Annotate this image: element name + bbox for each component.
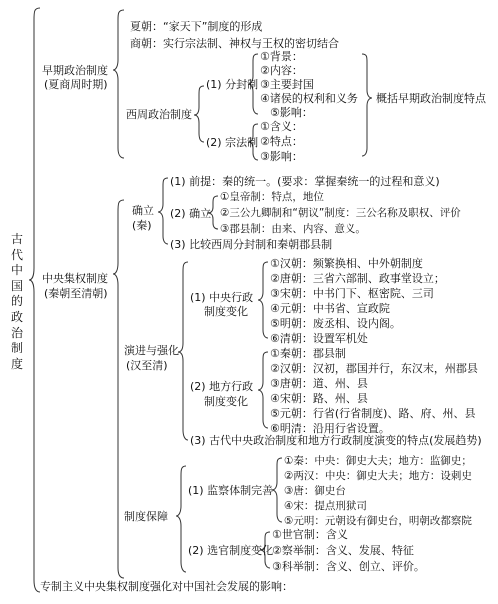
supervision-label: (1) 监察体制完善: [188, 484, 274, 497]
supervision-item: ①秦：中央：御史大夫；地方：监御史；: [284, 455, 472, 467]
trend-line: (3) 古代中央政治制度和地方行政制度演变的特点(发展趋势): [190, 434, 482, 447]
local-admin-item: ④宋朝：路、州、县: [270, 392, 368, 405]
guarantee-label: 制度保障: [124, 510, 168, 523]
central-admin-item: ④元朝：中书省、宣政院: [270, 302, 390, 315]
root-char: 治: [10, 325, 23, 340]
central-admin-sublabel: 制度变化: [204, 305, 248, 318]
qin-sublabel: (秦): [132, 219, 152, 232]
local-admin-item: ⑥明清：沿用行省设置。: [270, 422, 390, 435]
fenfeng-item: ②内容：: [260, 64, 303, 77]
supervision-item: ②两汉：中央：御史大夫；地方：设刺史: [284, 470, 472, 482]
qin-establish-label: (2) 确立: [170, 207, 212, 220]
evolution-sublabel: (汉至清): [126, 359, 168, 372]
central-admin-brace: [258, 262, 268, 338]
early-subtitle: (夏商周时期): [44, 78, 108, 91]
early-title: 早期政治制度: [42, 64, 108, 77]
central-admin-item: ①汉朝：频繁换相、中外朝制度: [270, 257, 423, 270]
summary-label: 概括早期政治制度特点: [376, 92, 486, 105]
western-zhou-label: 西周政治制度: [126, 108, 192, 121]
root-char: 中: [10, 263, 23, 278]
fenfeng-item: ①背景：: [260, 50, 303, 63]
evolution-brace: [178, 262, 188, 440]
central-admin-item: ②唐朝：三省六部制、政事堂设立；: [270, 272, 445, 285]
zongfa-item: ②特点：: [260, 135, 303, 148]
supervision-item: ⑤元明：元朝设有御史台，明朝改都察院: [284, 515, 472, 527]
selection-item: ①世官制：含义: [272, 528, 348, 541]
local-admin-item: ②汉朝：汉初，郡国并行，东汉末，州郡县: [270, 362, 478, 375]
zongfa-item: ①含义：: [260, 120, 303, 133]
root-char: 制: [10, 341, 23, 356]
qin-establish-item: ②三公九卿制和“朝议”制度：三公名称及职权、评价: [220, 207, 461, 219]
local-admin-brace: [258, 352, 268, 428]
root-char: 度: [10, 356, 23, 371]
supervision-brace: [272, 458, 282, 522]
qin-establish-item: ③郡县制：由来、内容、意义。: [220, 223, 366, 235]
selection-item: ②察举制：含义、发展、特征: [272, 544, 414, 557]
fenfeng-label: (1) 分封制: [206, 78, 259, 91]
central-title: 中央集权制度: [42, 272, 108, 285]
qin-compare: (3) 比较西周分封制和秦朝郡县制: [170, 238, 333, 251]
local-admin-item: ③唐朝：道、州、县: [270, 377, 368, 390]
local-admin-item: ⑤元朝：行省(行省制度)、路、府、州、县: [270, 407, 476, 420]
supervision-item: ④宋：提点刑狱司: [284, 500, 367, 512]
root-char: 代: [10, 247, 23, 262]
central-admin-item: ③宋朝：中书门下、枢密院、三司: [270, 287, 434, 300]
fenfeng-item: ④诸侯的权利和义务: [260, 92, 358, 105]
root-char: 政: [10, 309, 23, 324]
central-brace: [113, 200, 124, 578]
zongfa-item: ③影响：: [260, 150, 303, 163]
selection-item: ③科举制：含义、创立、评价。: [272, 560, 425, 573]
root-char: 的: [10, 294, 23, 309]
central-admin-item: ⑥清朝：设置军机处: [270, 332, 368, 345]
root-brace: [29, 8, 40, 592]
qin-establish-item: ①皇帝制：特点，地位: [220, 191, 324, 203]
root-char: 国: [10, 278, 23, 293]
fenfeng-item: ③主要封国: [260, 78, 314, 91]
central-admin-item: ⑤明朝：废丞相、设内阁。: [270, 317, 401, 330]
local-admin-item: ①秦朝：郡县制: [270, 347, 346, 360]
local-admin-sublabel: 制度变化: [204, 395, 248, 408]
summary-brace: [362, 54, 372, 156]
zongfa-label: (2) 宗法制: [206, 136, 259, 149]
central-subtitle: (秦朝至清朝): [44, 287, 108, 300]
qin-brace: [158, 178, 168, 244]
xia-line: 夏朝：“家天下”制度的形成: [130, 20, 263, 33]
supervision-item: ③唐：御史台: [284, 485, 346, 497]
fenfeng-item: ⑤影响：: [270, 106, 313, 119]
root-char: 古: [10, 232, 23, 246]
central-admin-label: (1) 中央行政: [190, 291, 254, 304]
evolution-label: 演进与强化: [124, 344, 179, 357]
western-zhou-brace: [194, 86, 204, 142]
early-brace: [113, 10, 124, 158]
selection-label: (2) 选官制度变化: [188, 544, 274, 557]
qin-premise: (1) 前提：秦的统一。(要求：掌握秦统一的过程和意义): [170, 175, 440, 188]
local-admin-label: (2) 地方行政: [190, 380, 254, 393]
shang-line: 商朝：实行宗法制、神权与王权的密切结合: [130, 37, 339, 50]
footer-line: 专制主义中央集权制度强化对中国社会发展的影响：: [40, 580, 293, 593]
qin-label: 确立: [132, 204, 154, 217]
guarantee-brace: [176, 466, 186, 572]
root-title: [8, 232, 26, 372]
